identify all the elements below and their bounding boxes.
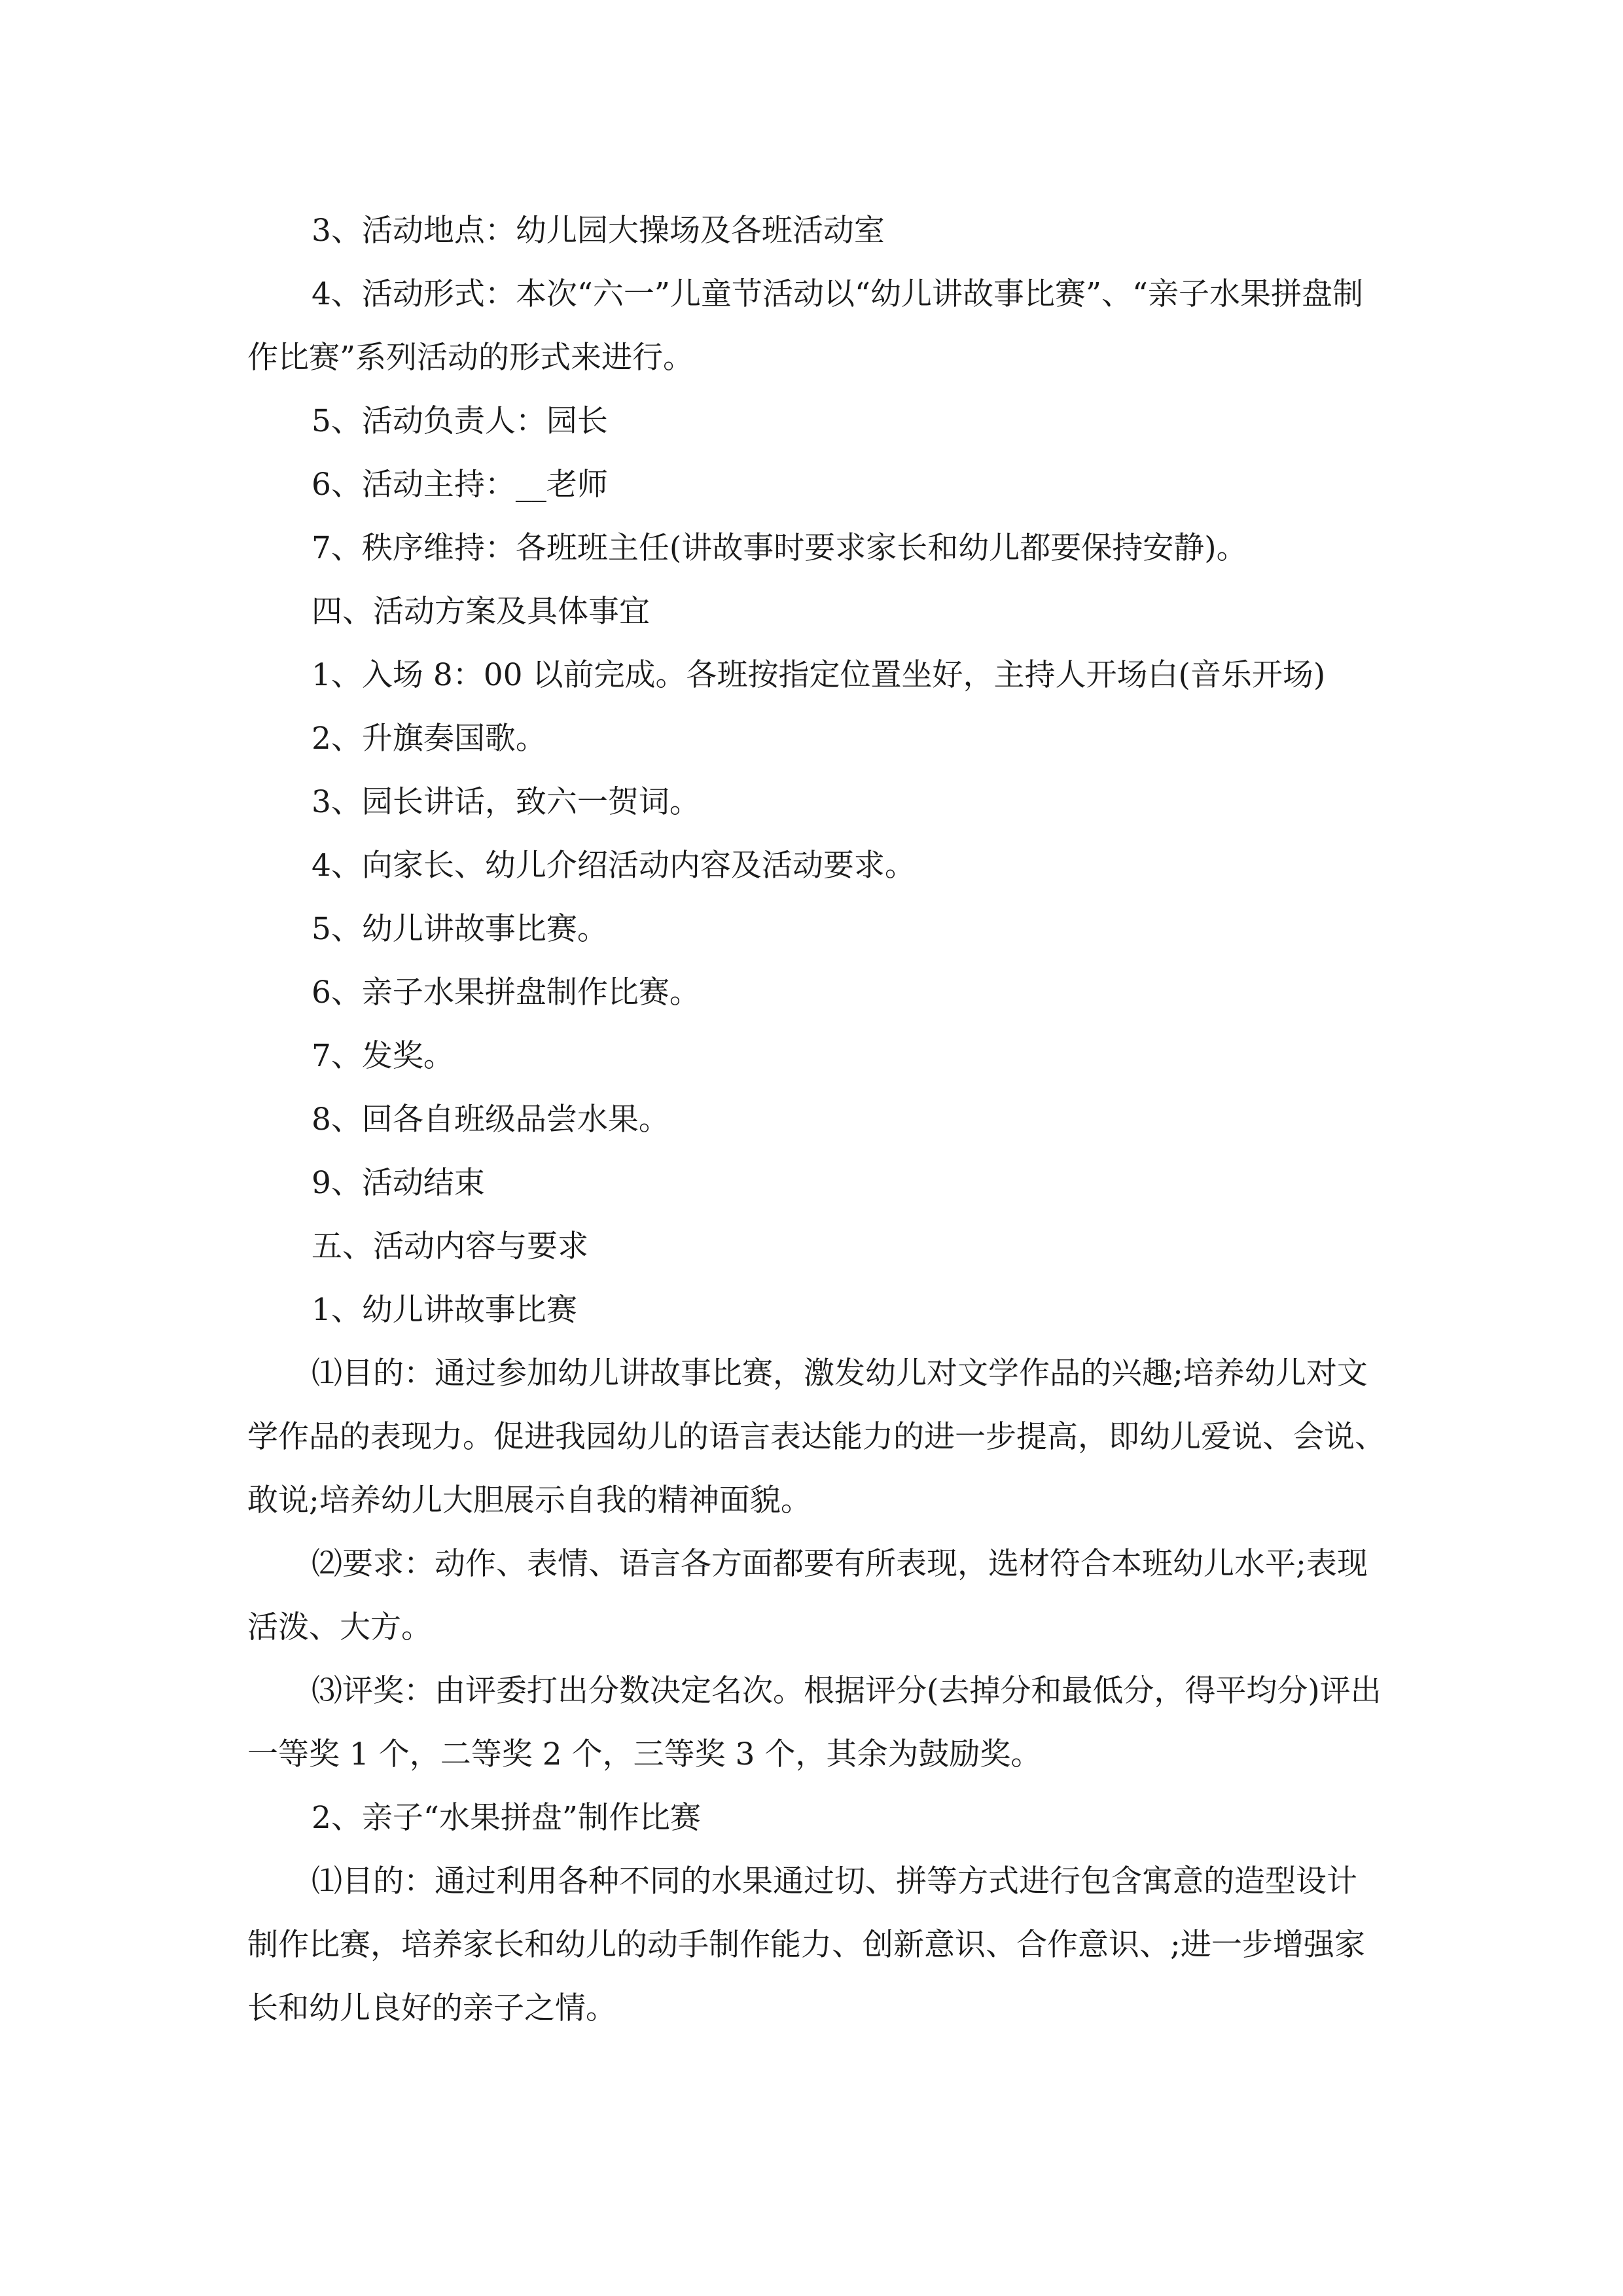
paragraph-storytelling-awards: ⑶评奖：由评委打出分数决定名次。根据评分(去掉分和最低分，得平均分)评出一等奖 1 个，二等奖 2 个，三等奖 3 个，其余为鼓励奖。: [247, 1673, 1382, 1772]
paragraph-activity-location: 3、活动地点：幼儿园大操场及各班活动室: [312, 213, 885, 249]
list-item-fruit-platter: 6、亲子水果拼盘制作比赛。: [312, 975, 700, 1011]
list-item-entry: 1、入场 8：00 以前完成。各班按指定位置坐好，主持人开场白(音乐开场): [312, 657, 1326, 693]
subheading-storytelling: 1、幼儿讲故事比赛: [312, 1292, 577, 1328]
paragraph-host: 6、活动主持：__老师: [312, 467, 608, 503]
list-item-introduction: 4、向家长、幼儿介绍活动内容及活动要求。: [312, 848, 916, 884]
section-heading-plan: 四、活动方案及具体事宜: [312, 594, 650, 630]
document-page: [247, 199, 1386, 2040]
list-item-principal-speech: 3、园长讲话，致六一贺词。: [312, 784, 700, 820]
section-heading-content: 五、活动内容与要求: [312, 1229, 588, 1265]
paragraph-storytelling-purpose: ⑴目的：通过参加幼儿讲故事比赛，激发幼儿对文学作品的兴趣;培养幼儿对文学作品的表现力。促进我园幼儿的语言表达能力的进一步提高，即幼儿爱说、会说、敢说;培养幼儿大胆展示自我的精神面貌。: [247, 1355, 1385, 1518]
paragraph-storytelling-requirements: ⑵要求：动作、表情、语言各方面都要有所表现，选材符合本班幼儿水平;表现活泼、大方。: [247, 1546, 1368, 1645]
paragraph-order-keeping: 7、秩序维持：各班班主任(讲故事时要求家长和幼儿都要保持安静)。: [312, 530, 1247, 566]
subheading-fruit-platter: 2、亲子“水果拼盘”制作比赛: [312, 1800, 701, 1836]
list-item-awards: 7、发奖。: [312, 1038, 454, 1074]
list-item-end: 9、活动结束: [312, 1165, 485, 1201]
list-item-flag-raising: 2、升旗奏国歌。: [312, 721, 546, 757]
paragraph-person-in-charge: 5、活动负责人：园长: [312, 403, 608, 439]
list-item-taste-fruit: 8、回各自班级品尝水果。: [312, 1102, 669, 1138]
paragraph-activity-format: 4、活动形式：本次“六一”儿童节活动以“幼儿讲故事比赛”、“亲子水果拼盘制作比赛”系列活动的形式来进行。: [247, 276, 1364, 376]
paragraph-fruit-platter-purpose: ⑴目的：通过利用各种不同的水果通过切、拼等方式进行包含寓意的造型设计制作比赛，培养家长和幼儿的动手制作能力、创新意识、合作意识、;进一步增强家长和幼儿良好的亲子之情。: [247, 1863, 1365, 2026]
list-item-storytelling: 5、幼儿讲故事比赛。: [312, 911, 608, 947]
